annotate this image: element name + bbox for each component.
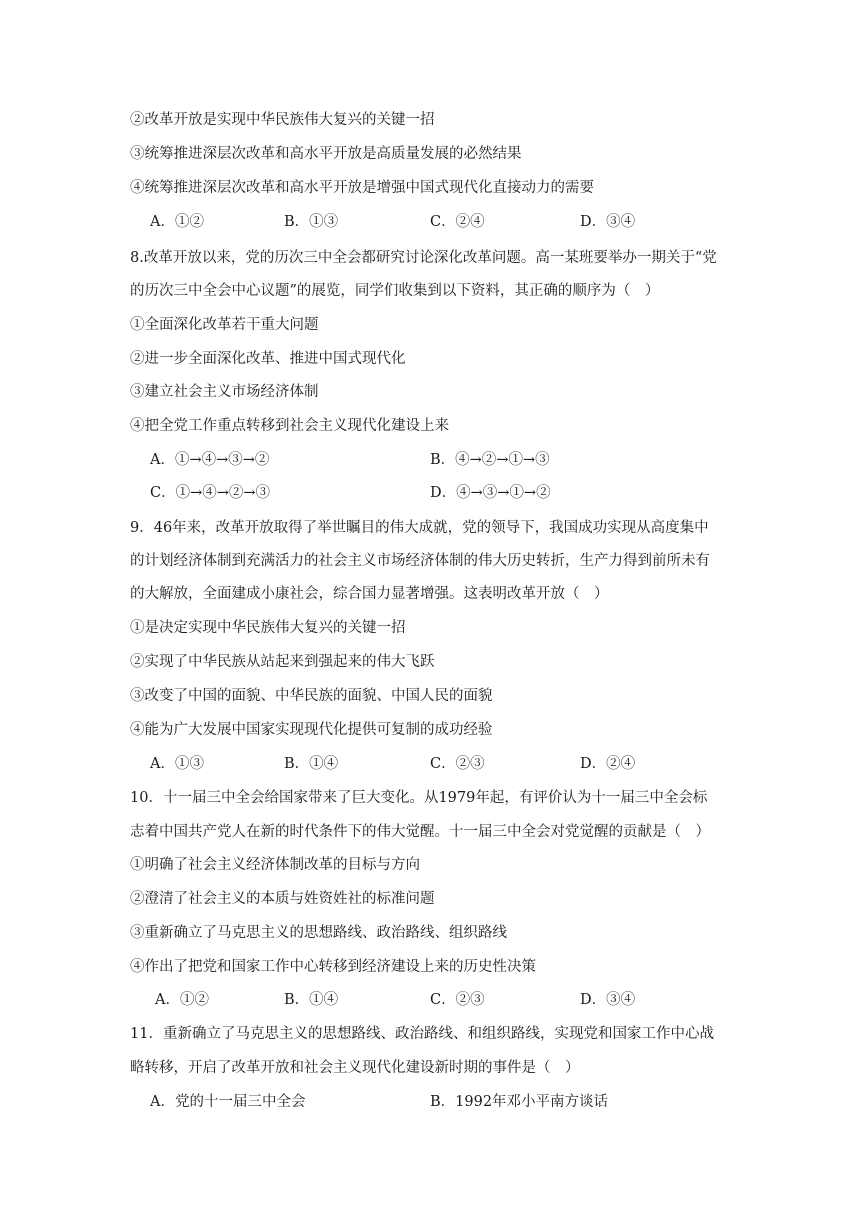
question-item: ①是决定实现中华民族伟大复兴的关键一招 <box>130 620 406 636</box>
question-item: ①明确了社会主义经济体制改革的目标与方向 <box>130 857 420 873</box>
option-d: D．②④ <box>580 756 636 772</box>
option-c: C．②③ <box>430 756 485 772</box>
option-c: C．①→④→②→③ <box>150 485 271 501</box>
option-d: D．③④ <box>580 992 636 1008</box>
option-a: A．党的十一届三中全会 <box>150 1094 306 1110</box>
option-b: B．①④ <box>284 756 339 772</box>
question-stem: 略转移，开启了改革开放和社会主义现代化建设新时期的事件是（ ） <box>130 1060 580 1076</box>
option-c: C．②③ <box>430 992 485 1008</box>
option-d: D．③④ <box>580 214 636 230</box>
option-b: B．④→②→①→③ <box>430 452 550 468</box>
question-stem: 8.改革开放以来，党的历次三中全会都研究讨论深化改革问题。高一某班要举办一期关于“党 <box>130 250 717 266</box>
option-a: A．①③ <box>150 756 204 772</box>
question-stem: 志着中国共产党人在新的时代条件下的伟大觉醒。十一届三中全会对党觉醒的贡献是（ ） <box>130 824 710 840</box>
question-item: ④统筹推进深层次改革和高水平开放是增强中国式现代化直接动力的需要 <box>130 180 594 196</box>
question-stem: 的大解放，全面建成小康社会，综合国力显著增强。这表明改革开放（ ） <box>130 586 609 602</box>
question-item: ③建立社会主义市场经济体制 <box>130 384 319 400</box>
question-stem: 11．重新确立了马克思主义的思想路线、政治路线、和组织路线，实现党和国家工作中心战 <box>130 1026 714 1042</box>
option-a: A．①② <box>150 214 204 230</box>
option-c: C．②④ <box>430 214 485 230</box>
option-a: A．①→④→③→② <box>150 452 270 468</box>
option-b: B．①③ <box>284 214 339 230</box>
option-d: D．④→③→①→② <box>430 485 551 501</box>
question-item: ②改革开放是实现中华民族伟大复兴的关键一招 <box>130 112 435 128</box>
question-stem: 的计划经济体制到充满活力的社会主义市场经济体制的伟大历史转折，生产力得到前所未有 <box>130 553 710 569</box>
question-item: ①全面深化改革若干重大问题 <box>130 317 319 333</box>
question-item: ②进一步全面深化改革、推进中国式现代化 <box>130 351 406 367</box>
question-item: ③改变了中国的面貌、中华民族的面貌、中国人民的面貌 <box>130 688 493 704</box>
question-item: ③统筹推进深层次改革和高水平开放是高质量发展的必然结果 <box>130 146 522 162</box>
option-b: B．1992年邓小平南方谈话 <box>430 1094 609 1110</box>
question-stem: 10．十一届三中全会给国家带来了巨大变化。从1979年起，有评价认为十一届三中全会标 <box>130 790 708 806</box>
question-item: ③重新确立了马克思主义的思想路线、政治路线、组织路线 <box>130 925 507 941</box>
question-item: ④把全党工作重点转移到社会主义现代化建设上来 <box>130 418 449 434</box>
question-item: ②澄清了社会主义的本质与姓资姓社的标准问题 <box>130 891 435 907</box>
option-b: B．①④ <box>284 992 339 1008</box>
question-item: ④作出了把党和国家工作中心转移到经济建设上来的历史性决策 <box>130 959 536 975</box>
question-item: ②实现了中华民族从站起来到强起来的伟大飞跃 <box>130 654 435 670</box>
question-stem: 的历次三中全会中心议题”的展览，同学们收集到以下资料，其正确的顺序为（ ） <box>130 283 660 299</box>
question-item: ④能为广大发展中国家实现现代化提供可复制的成功经验 <box>130 722 493 738</box>
option-a: A．①② <box>155 992 209 1008</box>
question-stem: 9．46年来，改革开放取得了举世瞩目的伟大成就，党的领导下，我国成功实现从高度集中 <box>130 520 709 536</box>
